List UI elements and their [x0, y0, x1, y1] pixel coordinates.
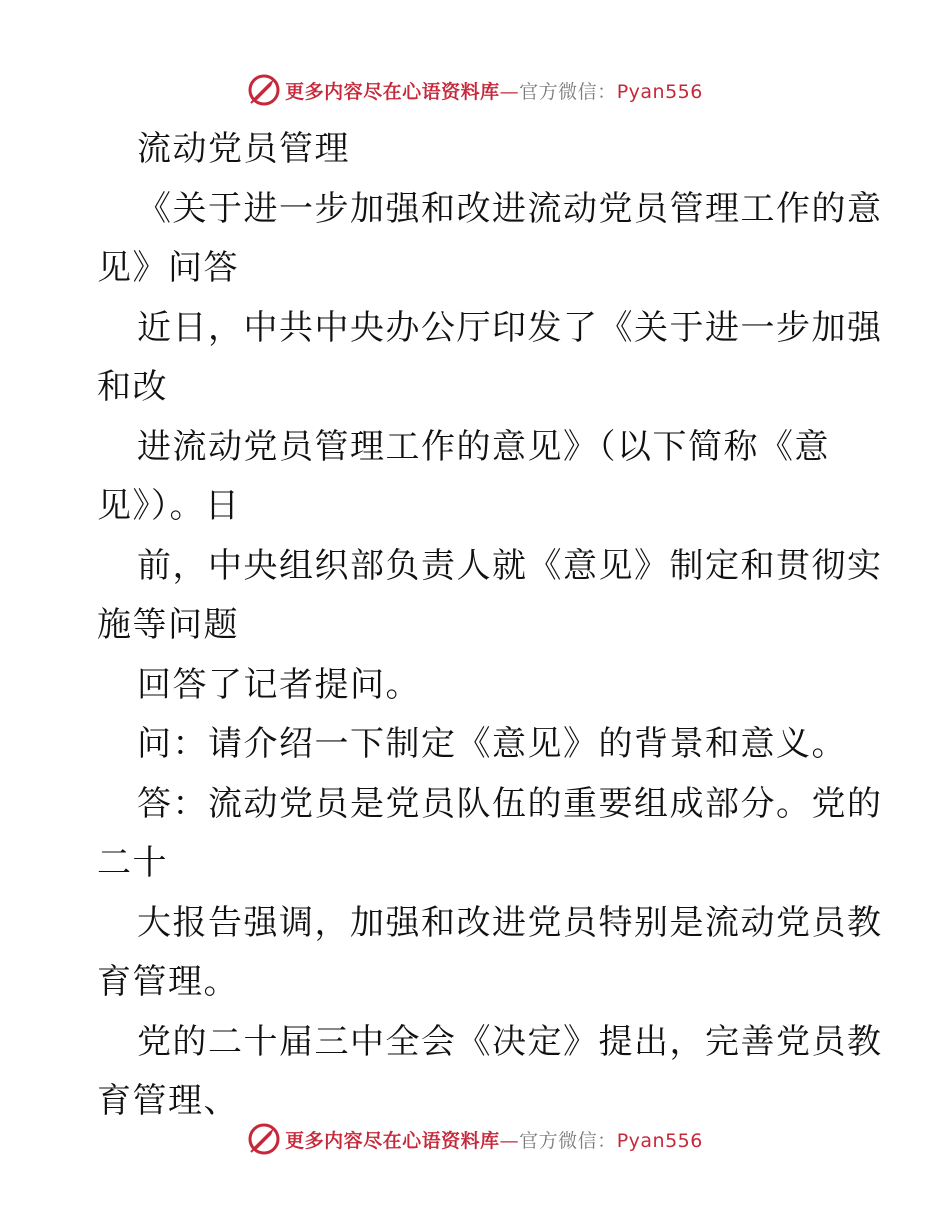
quill-pen-logo-icon — [247, 1122, 281, 1156]
text-line: 答：流动党员是党员队伍的重要组成部分。党的 — [137, 783, 883, 824]
wechat-label: 官方微信： — [519, 80, 617, 103]
document-body — [97, 120, 883, 1132]
text-line: 大报告强调，加强和改进党员特别是流动党员教 — [137, 902, 883, 943]
banner-text — [285, 77, 703, 104]
text-line: 育管理、 — [97, 1081, 239, 1121]
site-name: 更多内容尽在心语资料库 — [285, 80, 500, 103]
text-line: 见》问答 — [97, 248, 239, 288]
banner-dash: — — [499, 1129, 520, 1152]
text-line: 二十 — [97, 843, 168, 883]
text-line: 前，中央组织部负责人就《意见》制定和贯彻实 — [137, 545, 883, 586]
text-line: 党的二十届三中全会《决定》提出，完善党员教 — [137, 1021, 883, 1062]
text-line: 问：请介绍一下制定《意见》的背景和意义。 — [137, 724, 847, 764]
footer-banner — [0, 1119, 950, 1159]
wechat-label: 官方微信： — [519, 1129, 617, 1152]
wechat-id: Pyan556 — [616, 80, 703, 103]
banner-text — [285, 1126, 703, 1153]
text-line: 育管理。 — [97, 962, 239, 1002]
banner-dash: — — [499, 80, 520, 103]
text-line: 和改 — [97, 367, 168, 407]
quill-pen-logo-icon — [247, 73, 281, 107]
text-line: 流动党员管理 — [137, 129, 350, 169]
text-line: 回答了记者提问。 — [137, 664, 421, 705]
header-banner — [0, 70, 950, 110]
text-line: 施等问题 — [97, 605, 239, 645]
text-line: 近日，中共中央办公厅印发了《关于进一步加强 — [137, 307, 883, 348]
text-line: 进流动党员管理工作的意见》（以下简称《意 — [137, 426, 830, 467]
text-line: 见》）。日 — [97, 486, 241, 526]
site-name: 更多内容尽在心语资料库 — [285, 1129, 500, 1152]
wechat-id: Pyan556 — [616, 1129, 703, 1152]
text-line: 《关于进一步加强和改进流动党员管理工作的意 — [137, 188, 883, 229]
